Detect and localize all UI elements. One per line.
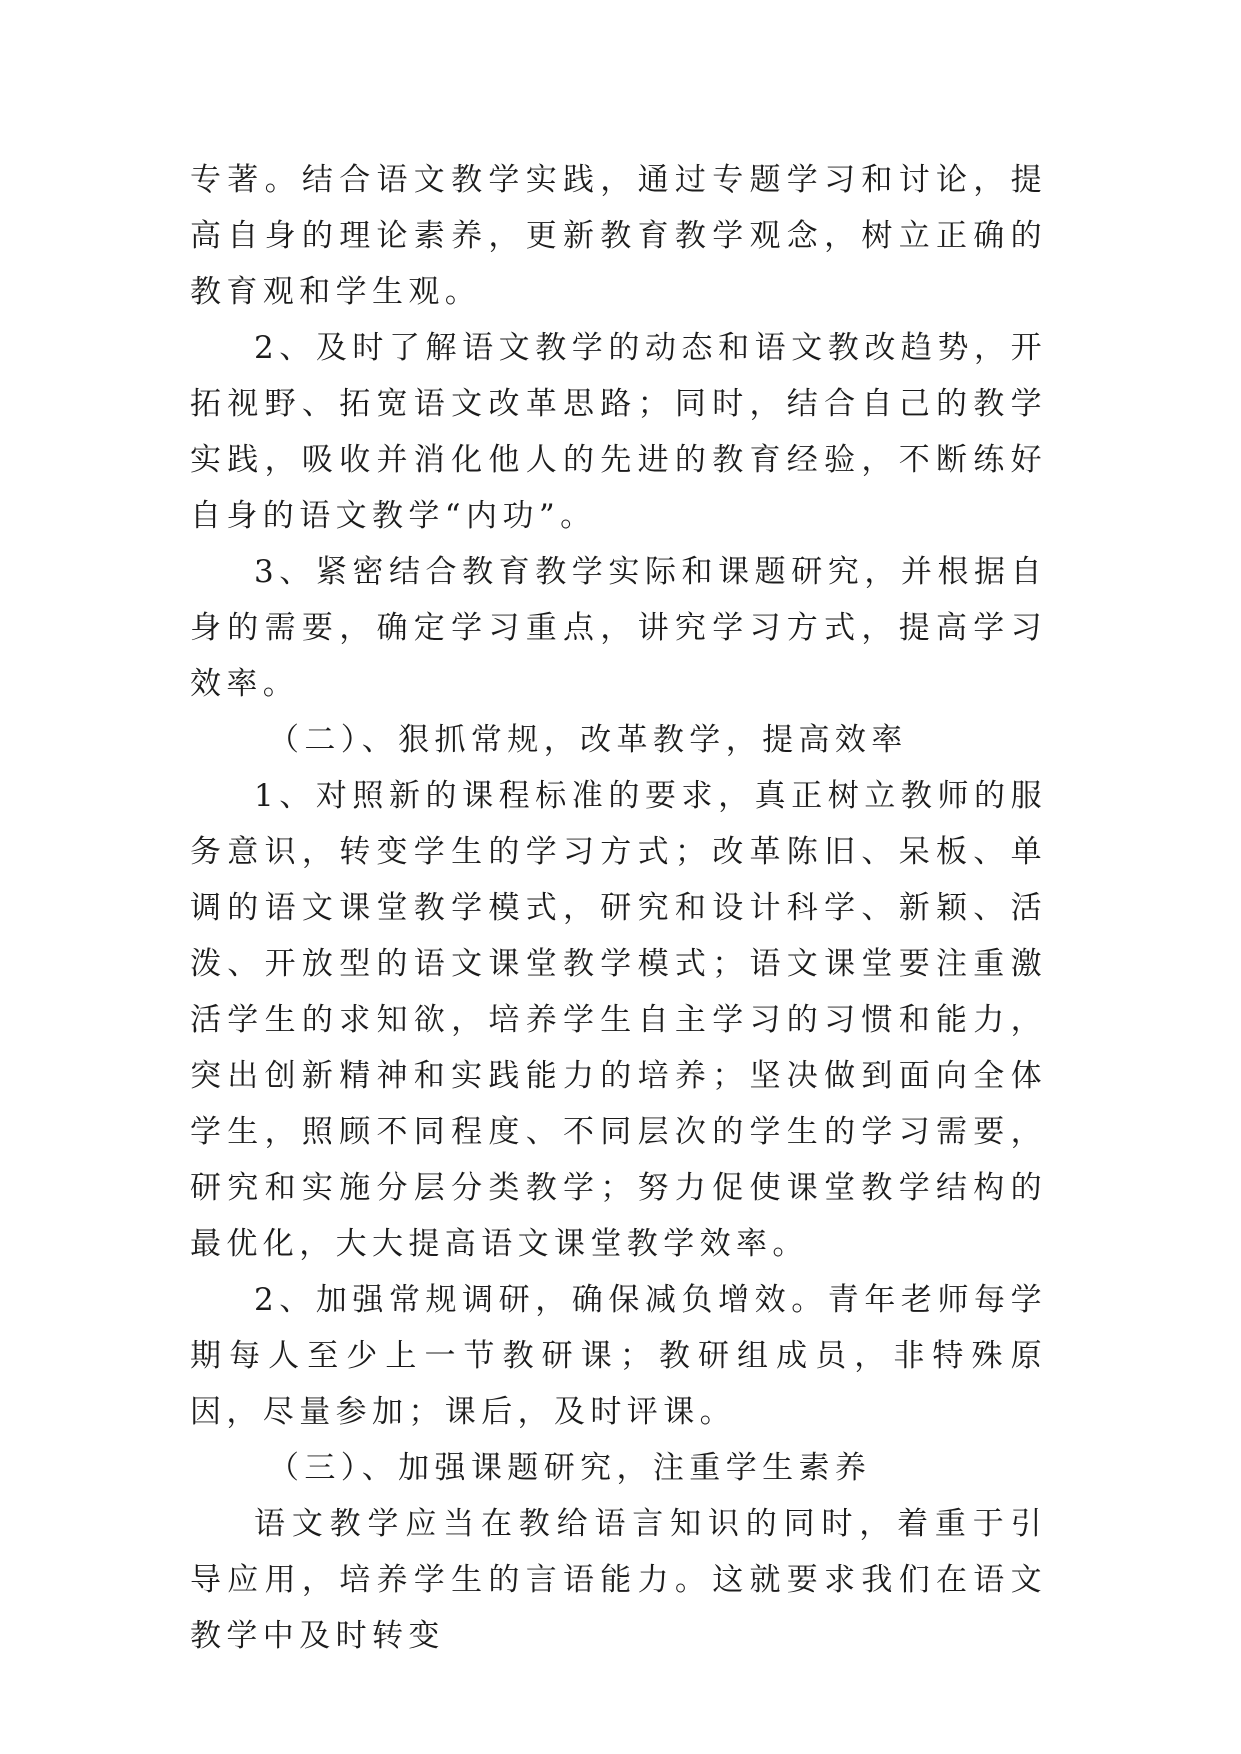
paragraph-item-2: 2、及时了解语文教学的动态和语文教改趋势，开拓视野、拓宽语文改革思路；同时，结合自己的教学实践，吸收并消化他人的先进的教育经验，不断练好自身的语文教学“内功”。 [190,330,1047,534]
paragraph-continuation: 专著。结合语文教学实践，通过专题学习和讨论，提高自身的理论素养，更新教育教学观念，树立正确的教育观和学生观。 [190,162,1047,310]
paragraph-item-2b: 2、加强常规调研，确保减负增效。青年老师每学期每人至少上一节教研课；教研组成员，非特殊原因，尽量参加；课后，及时评课。 [190,1282,1047,1430]
section-heading-3: （三）、加强课题研究，注重学生素养 [268,1450,872,1486]
section-heading-2: （二）、狠抓常规，改革教学，提高效率 [268,722,908,758]
document-body [190,152,1047,1664]
paragraph-item-1: 1、对照新的课程标准的要求，真正树立教师的服务意识，转变学生的学习方式；改革陈旧、呆板、单调的语文课堂教学模式，研究和设计科学、新颖、活泼、开放型的语文课堂教学模式；语文课堂要注重激活学生的求知欲，培养学生自主学习的习惯和能力，突出创新精神和实践能力的培养；坚决做到面向全体学生，照顾不同程度、不同层次的学生的学习需要，研究和实施分层分类教学；努力促使课堂教学结构的最优化，大大提高语文课堂教学效率。 [190,778,1047,1262]
paragraph-item-3: 3、紧密结合教育教学实际和课题研究，并根据自身的需要，确定学习重点，讲究学习方式，提高学习效率。 [190,554,1047,702]
paragraph-item-intro: 语文教学应当在教给语言知识的同时，着重于引导应用，培养学生的言语能力。这就要求我们在语文教学中及时转变 [190,1506,1047,1654]
